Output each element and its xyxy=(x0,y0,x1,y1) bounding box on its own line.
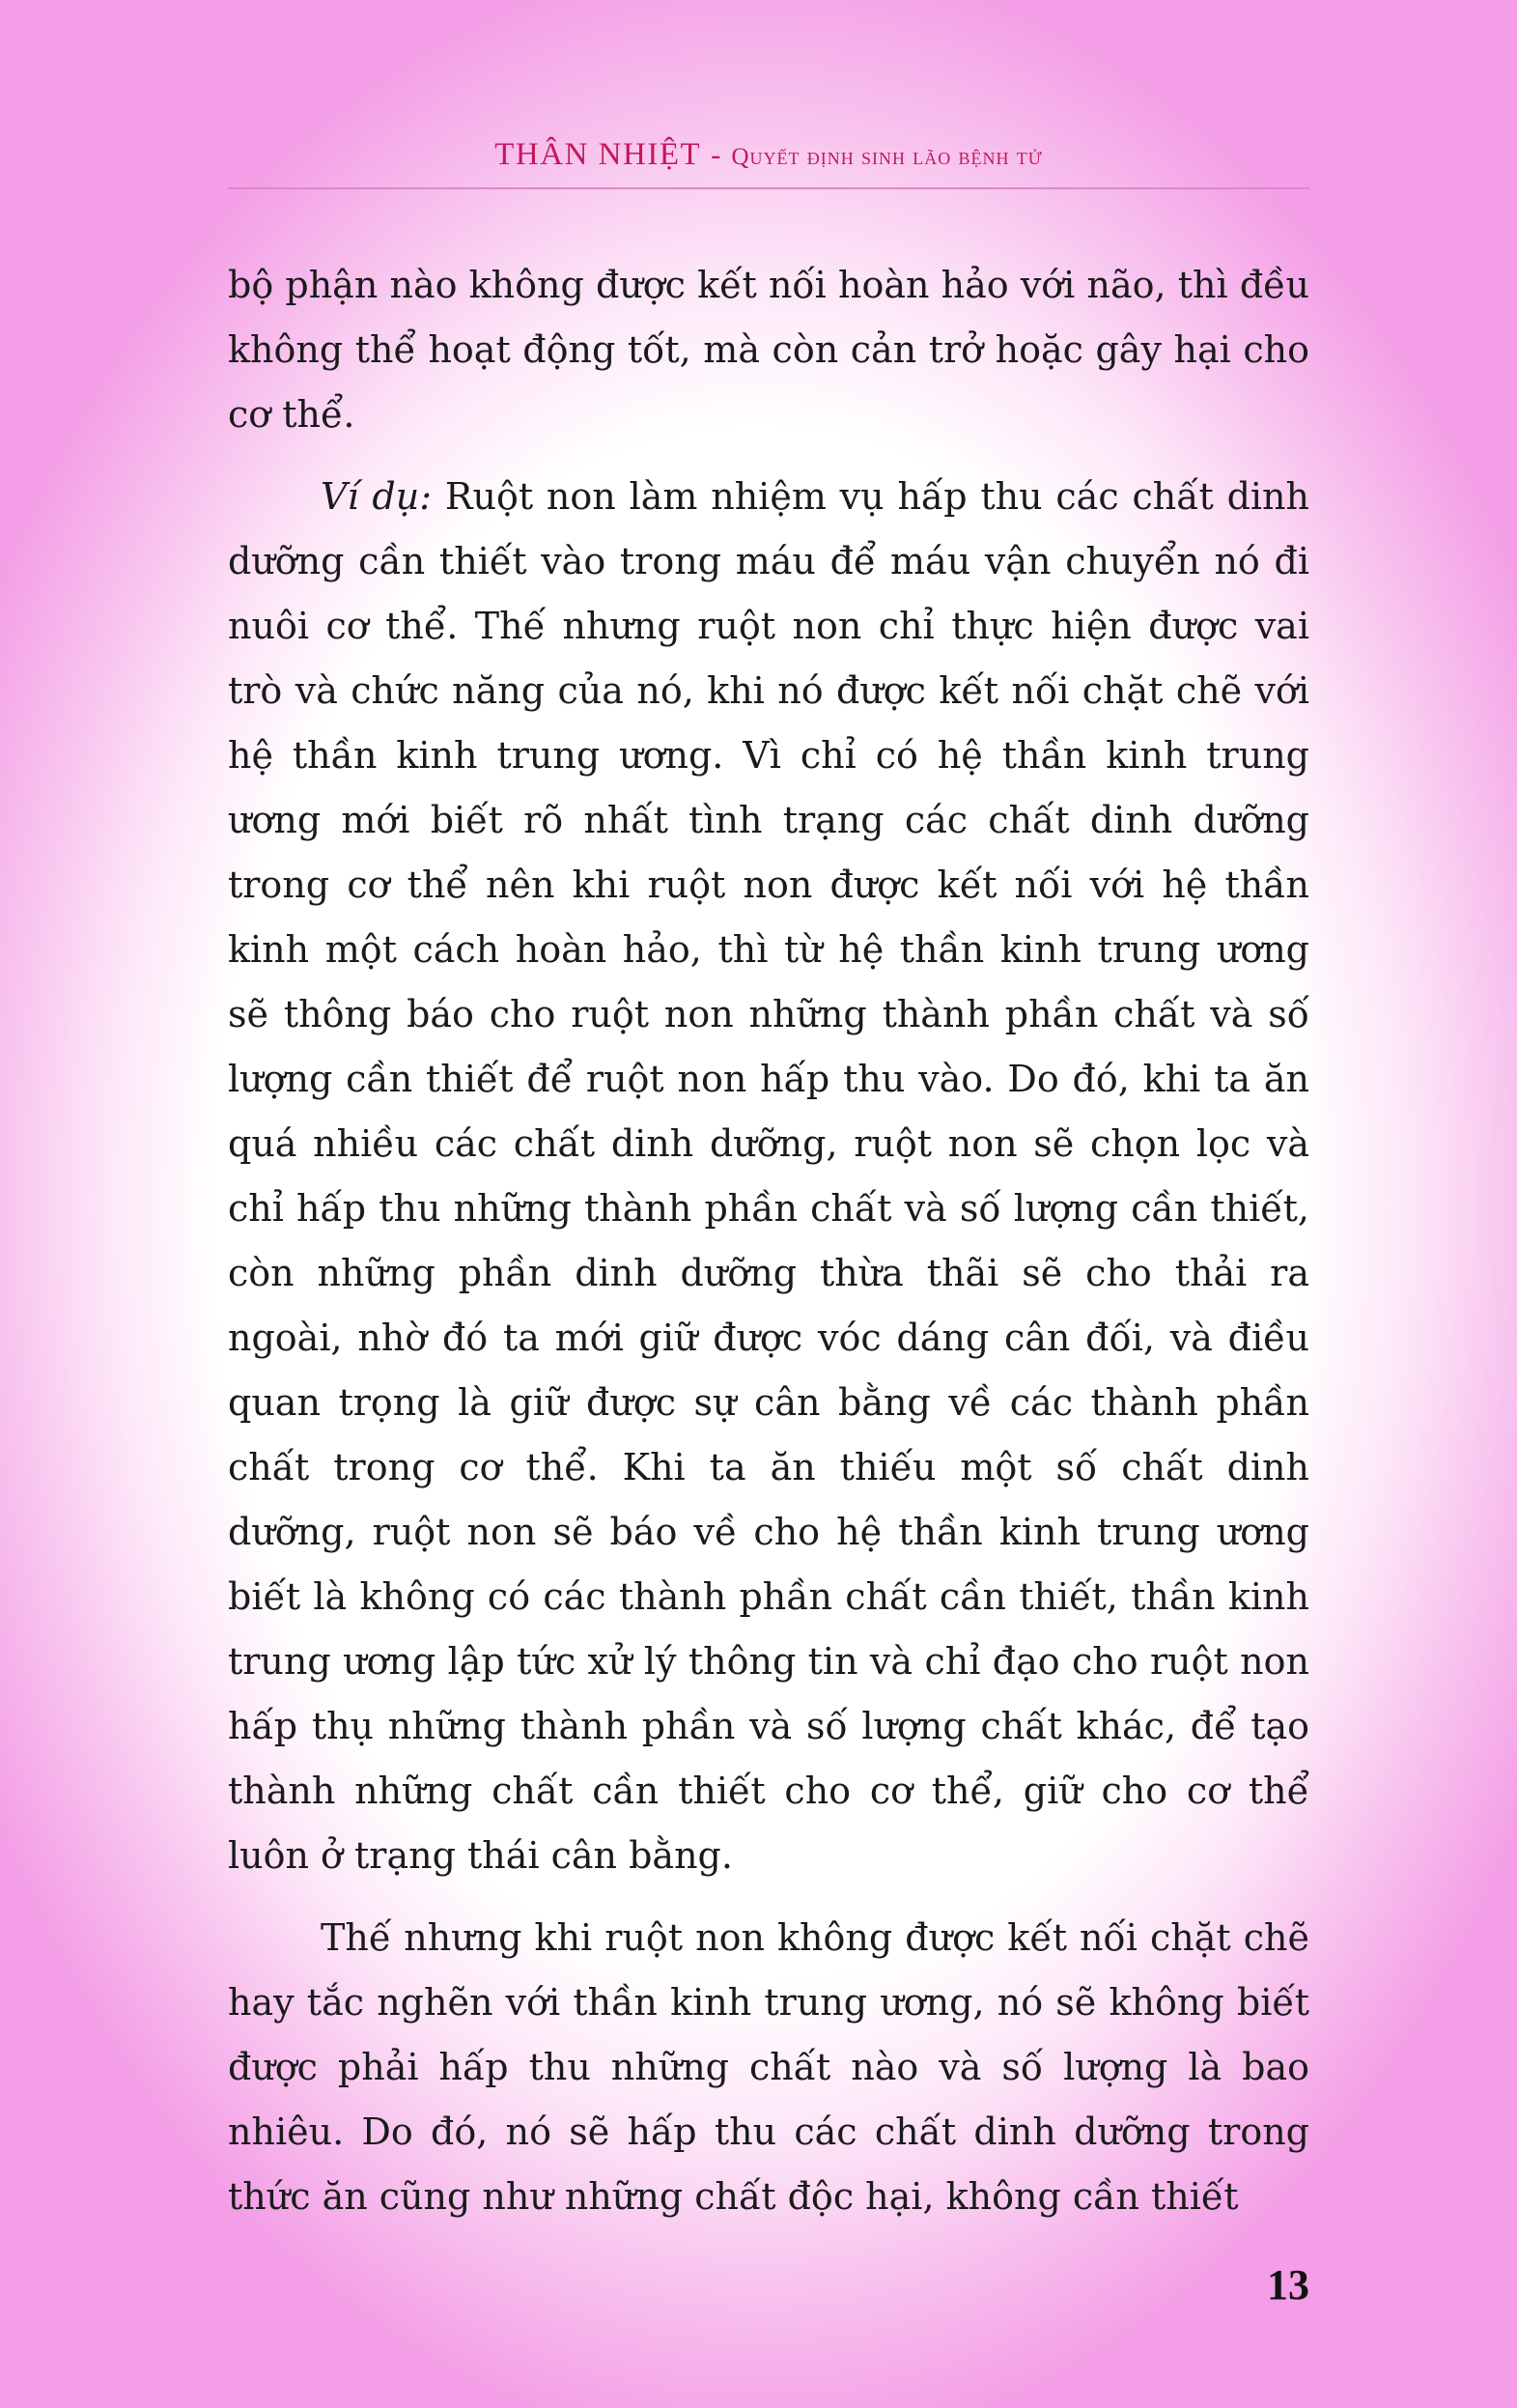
book-subtitle: Quyết định sinh lão bệnh tử xyxy=(731,144,1043,170)
paragraph-example xyxy=(228,465,1309,1888)
page-number: 13 xyxy=(1267,2261,1309,2309)
running-header xyxy=(228,137,1309,191)
paragraph-continuation: bộ phận nào không được kết nối hoàn hảo với não, thì đều không thể hoạt động tốt, mà còn cản trở hoặc gây hại cho cơ thể. xyxy=(228,264,1309,436)
header-separator: - xyxy=(711,137,722,171)
paragraph-closing: Thế nhưng khi ruột non không được kết nối chặt chẽ hay tắc nghẽn với thần kinh trung ương, nó sẽ không biết được phải hấp thu những chất nào và số lượng là bao nhiêu. Do đó, nó sẽ hấp thu các chất dinh dưỡng trong thức ăn cũng như những chất độc hại, không cần thiết xyxy=(228,1916,1309,2218)
book-title: THÂN NHIỆT xyxy=(494,137,702,172)
example-body: Ruột non làm nhiệm vụ hấp thu các chất dinh dưỡng cần thiết vào trong máu để máu vận chuyển nó đi nuôi cơ thể. Thế nhưng ruột non chỉ thực hiện được vai trò và chức năng của nó, khi nó được kết nối chặt chẽ với hệ thần kinh trung ương. Vì chỉ có hệ thần kinh trung ương mới biết rõ nhất tình trạng các chất dinh dưỡng trong cơ thể nên khi ruột non được kết nối với hệ thần kinh một cách hoàn hảo, thì từ hệ thần kinh trung ương sẽ thông báo cho ruột non những thành phần chất và số lượng cần thiết để ruột non hấp thu vào. Do đó, khi ta ăn quá nhiều các chất dinh dưỡng, ruột non sẽ chọn lọc và chỉ hấp thu những thành phần chất và số lượng cần thiết, còn những phần dinh dưỡng thừa thãi sẽ cho thải ra ngoài, nhờ đó ta mới giữ được vóc dáng cân đối, và điều quan trọng là giữ được sự cân bằng về các thành phần chất trong cơ thể. Khi ta ăn thiếu một số chất dinh dưỡng, ruột non sẽ báo về cho hệ thần kinh trung ương biết là không có các thành phần chất cần thiết, thần kinh trung ương lập tức xử lý thông tin và chỉ đạo cho ruột non hấp thụ những thành phần và số lượng chất khác, để tạo thành những chất cần thiết cho cơ thể, giữ cho cơ thể luôn ở trạng thái cân bằng. xyxy=(228,475,1310,1877)
header-divider xyxy=(228,187,1309,189)
example-lead: Ví dụ: xyxy=(321,475,433,518)
page-body xyxy=(228,253,1309,2247)
